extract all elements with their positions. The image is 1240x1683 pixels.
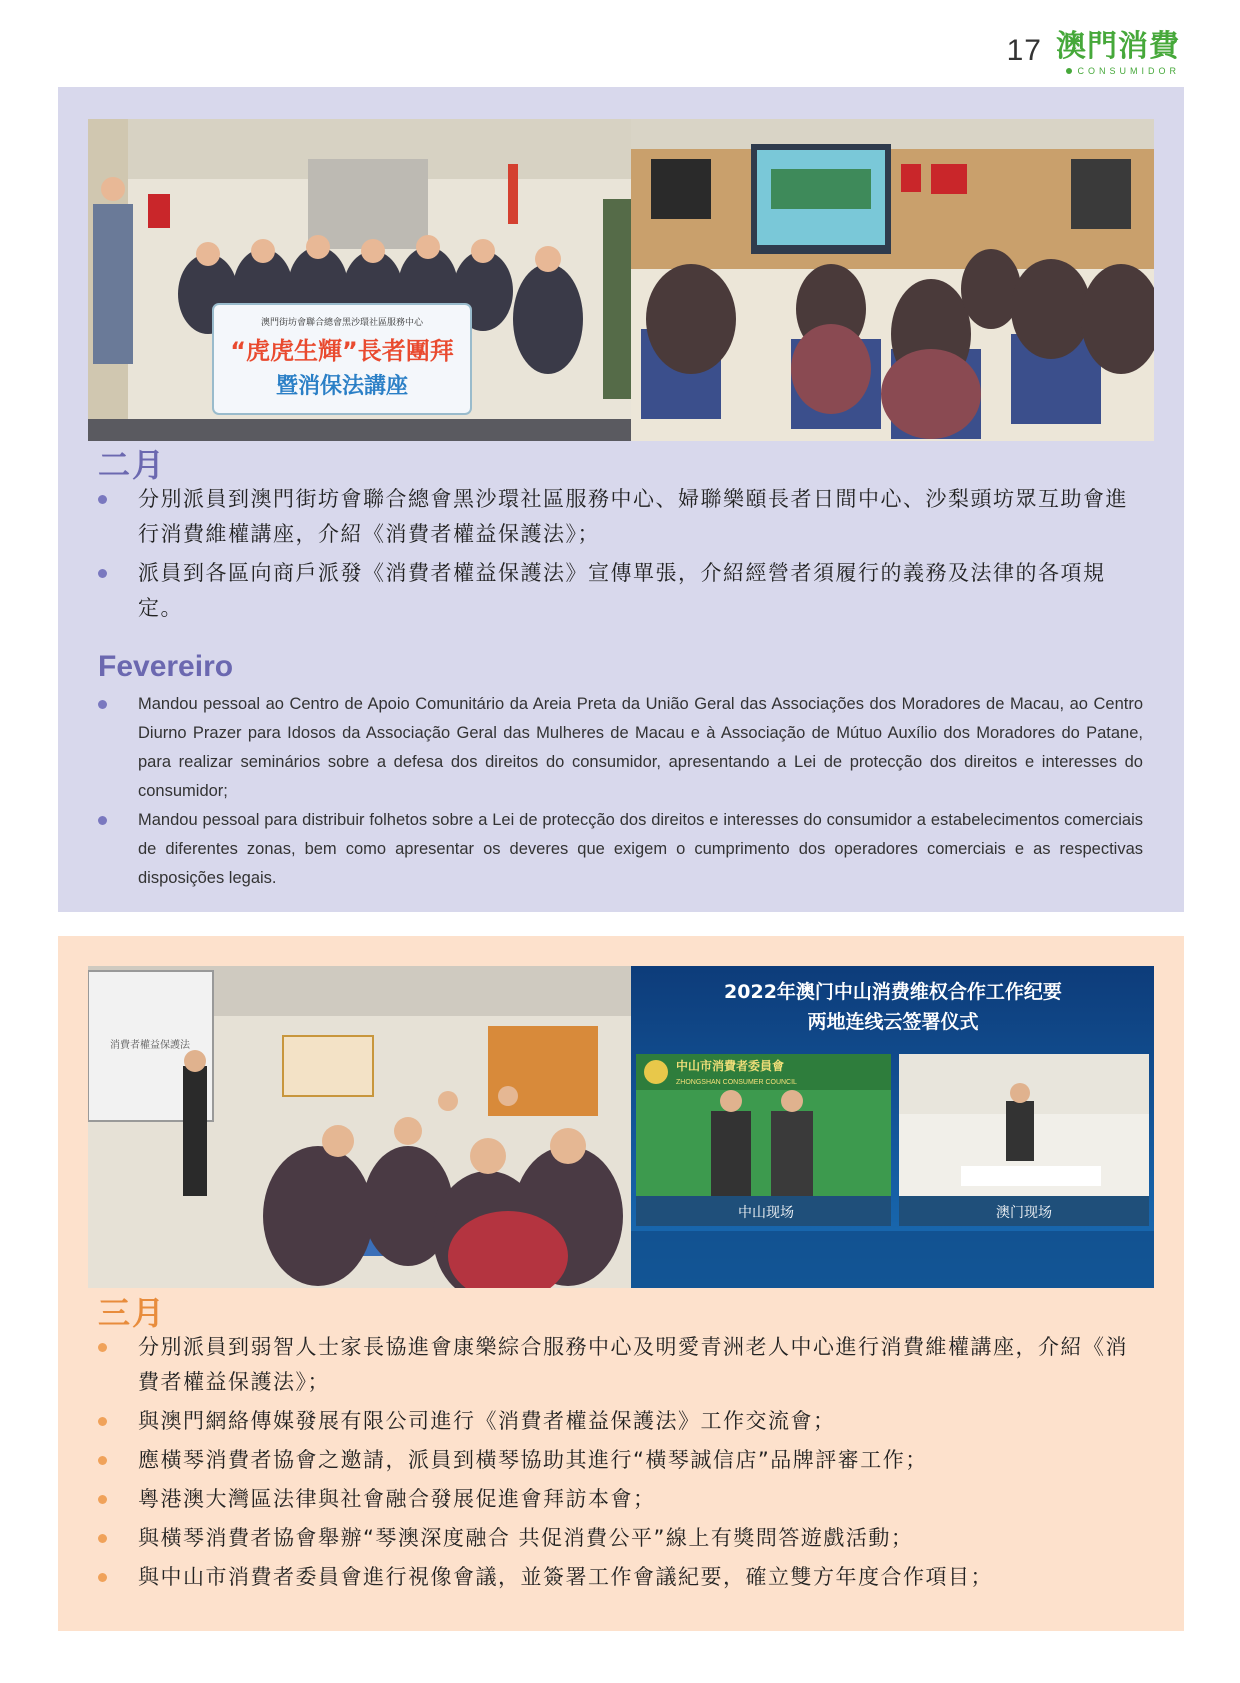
bullet-icon (98, 1495, 107, 1504)
banner-small-text: 澳門街坊會聯合總會黑沙環社區服務中心 (260, 318, 424, 328)
march-heading-cn: 三月 (98, 1294, 167, 1332)
bullet-icon (98, 1343, 107, 1352)
left-panel-en: ZHONGSHAN CONSUMER COUNCIL (676, 1079, 797, 1086)
list-item: 分別派員到弱智人士家長協進會康樂綜合服務中心及明愛青洲老人中心進行消費維權講座，介紹《消費者權益保護法》； (98, 1330, 1143, 1400)
list-item: 分別派員到澳門街坊會聯合總會黑沙環社區服務中心、婦聯樂頤長者日間中心、沙梨頭坊眾互助會進行消費維權講座，介紹《消費者權益保護法》； (98, 482, 1143, 552)
bullet-icon (98, 1573, 107, 1582)
bullet-icon (98, 700, 107, 709)
march-photos (88, 966, 1154, 1288)
list-item: Mandou pessoal ao Centro de Apoio Comunitário da Areia Preta da União Geral das Associações dos Moradores de Macau, ao Centro Diurno Prazer para Idosos da Associação Geral das Mulheres de Macau e à Associação de Mútuo Auxílio dos Moradores do Patane, para realizar seminários sobre a defesa dos direitos do consumidor, apresentando a Lei de protecção dos direitos e interesses do consumidor; (98, 690, 1143, 806)
logo-english-text: CONSUMIDOR (1077, 66, 1180, 76)
list-item: 應橫琴消費者協會之邀請，派員到橫琴協助其進行“橫琴誠信店”品牌評審工作； (98, 1443, 1143, 1478)
february-list-pt (98, 690, 1143, 893)
february-heading-pt: Fevereiro (98, 650, 234, 683)
right-caption: 澳门现场 (996, 1205, 1052, 1221)
banner-line1: “虎虎生輝”長者團拜 (230, 337, 454, 365)
left-panel-label: 中山市消費者委員會 (676, 1059, 785, 1073)
bullet-icon (98, 1534, 107, 1543)
photo-cloud-signing (631, 966, 1154, 1288)
list-item: 派員到各區向商戶派發《消費者權益保護法》宣傳單張，介紹經營者須履行的義務及法律的各項規定。 (98, 556, 1143, 626)
february-heading-cn: 二月 (98, 446, 167, 484)
list-item: Mandou pessoal para distribuir folhetos sobre a Lei de protecção dos direitos e interesses do consumidor a estabelecimentos comerciais de diferentes zonas, bem como apresentar os deveres que exigem o cumprimento dos operadores comerciais e as respectivas disposições legais. (98, 806, 1143, 893)
list-item: 與中山市消費者委員會進行視像會議，並簽署工作會議紀要，確立雙方年度合作項目； (98, 1560, 1143, 1595)
february-list-cn (98, 482, 1143, 626)
bullet-icon (98, 569, 107, 578)
february-section (58, 87, 1184, 912)
bullet-icon (98, 1456, 107, 1465)
bullet-icon (98, 1417, 107, 1426)
page-number: 17 (1006, 34, 1042, 67)
march-section (58, 936, 1184, 1631)
photo-audience-screen (631, 119, 1154, 441)
bullet-icon (98, 495, 107, 504)
signing-title-2: 两地连线云签署仪式 (807, 1011, 979, 1033)
signing-title-1: 2022年澳门中山消费维权合作工作纪要 (724, 981, 1062, 1003)
magazine-logo (1056, 30, 1180, 76)
list-item: 與澳門網絡傳媒發展有限公司進行《消費者權益保護法》工作交流會； (98, 1404, 1143, 1439)
page-header (1007, 30, 1180, 80)
slide-text: 消費者權益保護法 (110, 1040, 190, 1051)
bullet-icon (98, 816, 107, 825)
list-item: 與橫琴消費者協會舉辦“琴澳深度融合 共促消費公平”線上有獎問答遊戲活動； (98, 1521, 1143, 1556)
logo-dot-icon (1066, 68, 1072, 74)
photo-seminar-audience (88, 966, 631, 1288)
logo-chinese: 澳門消費 (1056, 29, 1180, 64)
banner-line2: 暨消保法講座 (275, 374, 409, 399)
photo-group-seminar (88, 119, 631, 441)
february-photos (88, 119, 1154, 441)
march-list-cn (98, 1330, 1143, 1595)
list-item: 粵港澳大灣區法律與社會融合發展促進會拜訪本會； (98, 1482, 1143, 1517)
left-caption: 中山现场 (738, 1205, 794, 1221)
logo-english (1066, 66, 1181, 76)
